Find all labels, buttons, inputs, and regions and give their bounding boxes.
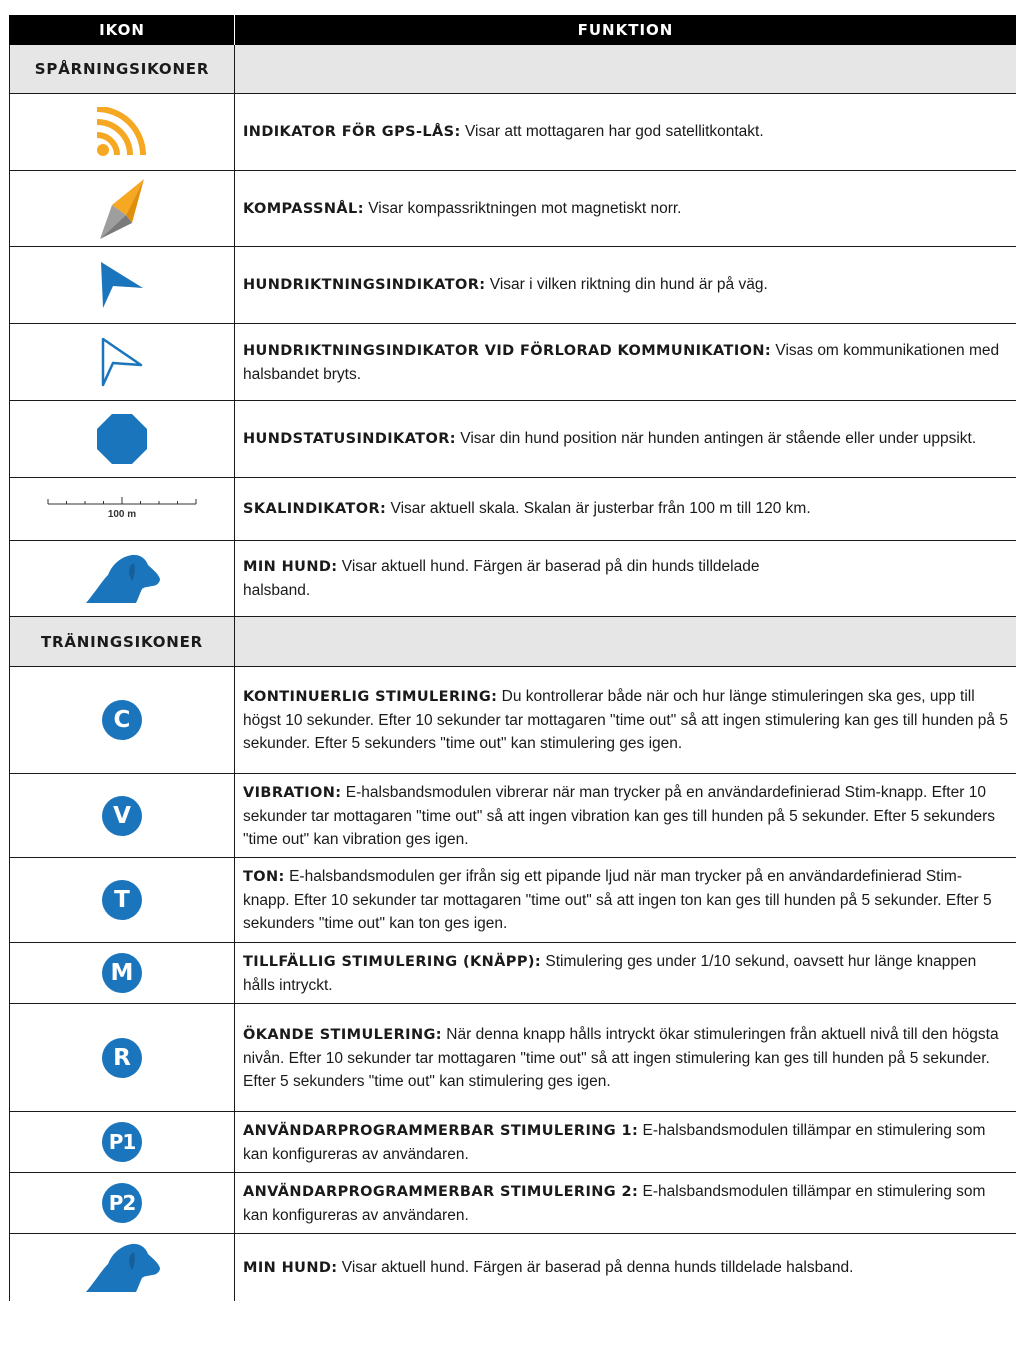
section-title: SPÅRNINGSIKONER xyxy=(9,45,235,93)
row-description: KOMPASSNÅL: Visar kompassriktningen mot magnetiskt norr. xyxy=(243,199,682,217)
table-row xyxy=(9,478,1016,541)
tone-icon: T xyxy=(102,880,142,920)
row-description: HUNDRIKTNINGSINDIKATOR: Visar i vilken riktning din hund är på väg. xyxy=(243,276,768,293)
dog-status-octagon-icon xyxy=(96,413,148,465)
table-row xyxy=(9,1173,1016,1234)
row-description: HUNDSTATUSINDIKATOR: Visar din hund position när hunden antingen är stående eller under uppsikt. xyxy=(243,430,977,447)
table-row xyxy=(9,667,1016,774)
row-description: HUNDRIKTNINGSINDIKATOR VID FÖRLORAD KOMMUNIKATION: Visas om kommunikationen med halsbandet bryts. xyxy=(243,341,1000,383)
my-dog-icon xyxy=(82,1242,162,1294)
scale-bar-icon xyxy=(47,492,197,526)
row-description: TON: E-halsbandsmodulen ger ifrån sig ett pipande ljud när man trycker på en användardefinierad Stim-knapp. Efter 10 sekunder tar mottagaren "time out" så att ingen ton kan ges till hunden på 5 sekunder. Efter 5 sekunders "time out" kan ton ges igen. xyxy=(243,868,992,932)
table-row xyxy=(9,943,1016,1004)
row-description: ANVÄNDARPROGRAMMERBAR STIMULERING 2: E-halsbandsmodulen tillämpar en stimulering som kan konfigureras av användaren. xyxy=(243,1182,986,1224)
continuous-stim-icon: C xyxy=(102,700,142,740)
table-row xyxy=(9,171,1016,247)
row-description: MIN HUND: Visar aktuell hund. Färgen är baserad på din hunds tilldelade halsband. xyxy=(243,558,760,599)
row-description: TILLFÄLLIG STIMULERING (KNÄPP): Stimulering ges under 1/10 sekund, oavsett hur länge knappen hålls intryckt. xyxy=(243,952,977,994)
table-row xyxy=(9,1234,1016,1301)
momentary-stim-icon: M xyxy=(102,953,142,993)
row-description: KONTINUERLIG STIMULERING: Du kontrollerar både när och hur länge stimuleringen ska ges, upp till högst 10 sekunder. Efter 10 sekunder tar mottagaren "time out" så att ingen stimulering kan ges till hunden på 5 sekunder. Efter 5 sekunders "time out" kan stimulering ges igen. xyxy=(243,688,1008,752)
header-function-column: FUNKTION xyxy=(234,15,1016,45)
section-tracking xyxy=(9,45,1016,94)
table-row xyxy=(9,541,1016,617)
rising-stim-icon: R xyxy=(102,1038,142,1078)
dog-direction-lost-icon xyxy=(99,335,145,389)
row-description: MIN HUND: Visar aktuell hund. Färgen är baserad på denna hunds tilldelade halsband. xyxy=(243,1258,854,1276)
table-row xyxy=(9,401,1016,478)
section-training xyxy=(9,617,1016,667)
table-header xyxy=(9,15,1016,45)
section-title: TRÄNINGSIKONER xyxy=(9,617,235,666)
row-description: ANVÄNDARPROGRAMMERBAR STIMULERING 1: E-halsbandsmodulen tillämpar en stimulering som kan konfigureras av användaren. xyxy=(243,1121,986,1163)
table-row xyxy=(9,94,1016,171)
header-icon-column: IKON xyxy=(9,15,235,45)
table-row xyxy=(9,324,1016,401)
row-description: ÖKANDE STIMULERING: När denna knapp hålls intryckt ökar stimuleringen från aktuell nivå till den högsta nivån. Efter 10 sekunder tar mottagaren "time out" så att ingen stimulering kan ges till hunden på 5 sekunder. Efter 5 sekunders "time out" kan stimulering ges igen. xyxy=(243,1025,999,1090)
table-row xyxy=(9,247,1016,324)
gps-lock-icon xyxy=(95,107,149,157)
table-row xyxy=(9,858,1016,943)
row-description: VIBRATION: E-halsbandsmodulen vibrerar när man trycker på en användardefinierad Stim-knapp. Efter 10 sekunder tar mottagaren "time out" så att ingen vibration kan ges till hunden på 5 sekunder. Efter 5 sekunders "time out" kan vibration ges igen. xyxy=(243,783,996,848)
scale-label: 100 m xyxy=(107,509,137,520)
compass-needle-icon xyxy=(96,177,148,241)
user-program-2-icon: P2 xyxy=(102,1183,142,1223)
row-description: SKALINDIKATOR: Visar aktuell skala. Skalan är justerbar från 100 m till 120 km. xyxy=(243,500,811,517)
my-dog-icon xyxy=(82,553,162,605)
table-row xyxy=(9,1004,1016,1112)
table-row xyxy=(9,774,1016,858)
row-description: INDIKATOR FÖR GPS-LÅS: Visar att mottagaren har god satellitkontakt. xyxy=(243,123,764,140)
user-program-1-icon: P1 xyxy=(102,1122,142,1162)
dog-direction-icon xyxy=(99,260,145,310)
table-row xyxy=(9,1112,1016,1173)
vibration-icon: V xyxy=(102,796,142,836)
